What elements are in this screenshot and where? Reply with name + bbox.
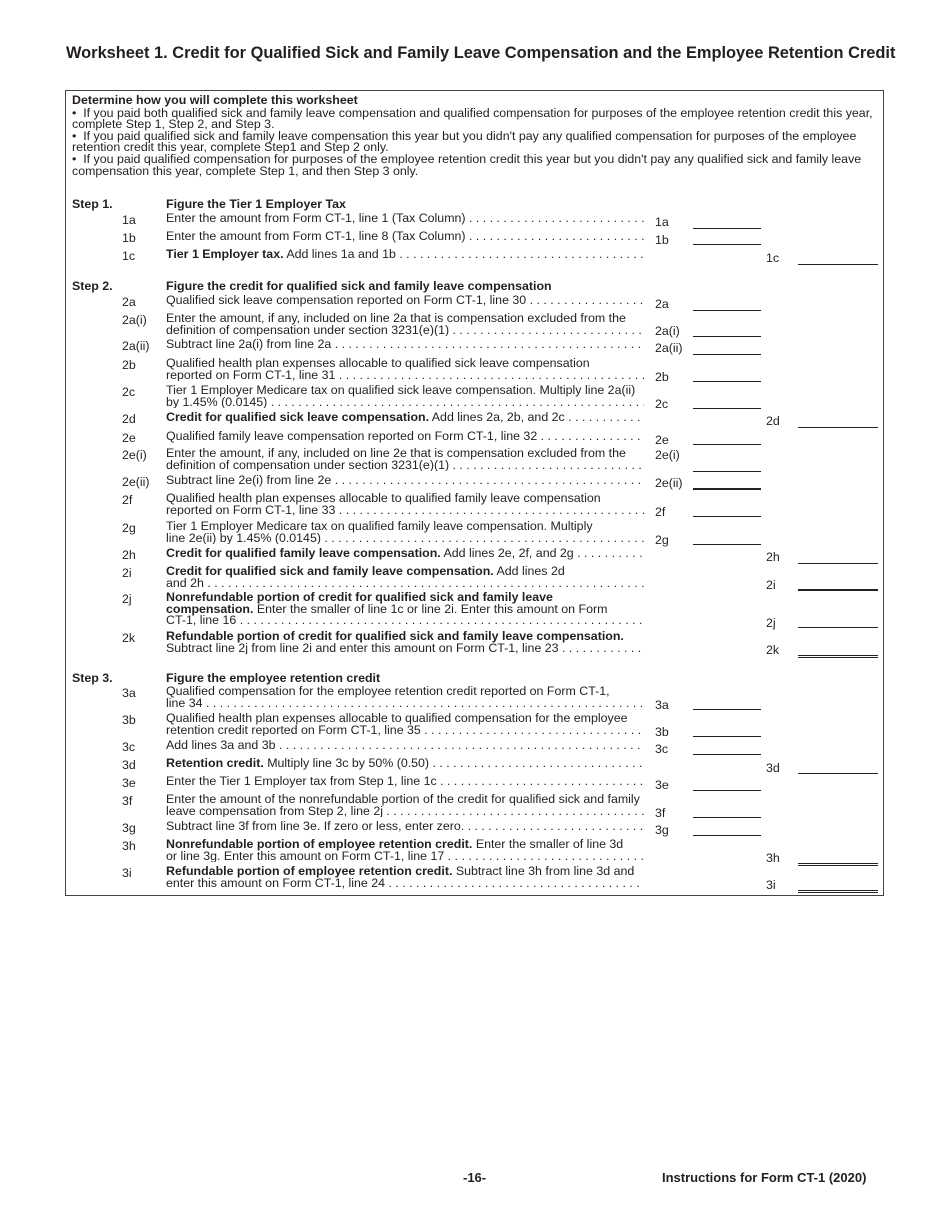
line-ref: 2i xyxy=(766,578,776,592)
line-number: 2c xyxy=(122,385,136,399)
amount-field-2a[interactable] xyxy=(693,297,761,311)
amount-field-2e[interactable] xyxy=(693,431,761,445)
line-bold-text: Retention credit. xyxy=(166,758,264,770)
line-ref: 1c xyxy=(766,251,780,265)
line-text: leave compensation from Step 2, line 2j . . . xyxy=(166,806,644,818)
amount-field-2e-ii[interactable] xyxy=(693,475,761,490)
line-text: Enter the amount from Form CT-1, line 8 (Tax Column) . . . xyxy=(166,231,644,243)
line-number: 3b xyxy=(122,713,136,727)
line-ref: 3d xyxy=(766,761,780,775)
line-text: Subtract line 2j from line 2i and enter this amount on Form CT-1, line 23 . . . xyxy=(166,643,644,655)
line-ref: 3f xyxy=(655,806,666,820)
line-ref: 3a xyxy=(655,698,669,712)
line-text: Qualified family leave compensation reported on Form CT-1, line 32 . . . xyxy=(166,431,644,443)
line-text: definition of compensation under section 3231(e)(1) . . . xyxy=(166,460,644,472)
line-text: retention credit reported on Form CT-1, line 35 . . . xyxy=(166,725,644,737)
amount-field-3e[interactable] xyxy=(693,777,761,791)
line-text: reported on Form CT-1, line 31 . . . xyxy=(166,370,644,382)
line-text: Add lines 2a, 2b, and 2c xyxy=(431,412,565,424)
line-text: Enter the Tier 1 Employer tax from Step 1, line 1c . . . xyxy=(166,776,644,788)
line-text: Enter the amount, if any, included on line 2a that is compensation excluded from the xyxy=(166,311,626,325)
intro-bullet: • If you paid qualified sick and family leave compensation this year but you didn't pay any qualified compensation for purposes of the employee retention credit this year, complete Step1 and Step 2 only. xyxy=(72,128,857,155)
line-ref: 2a xyxy=(655,297,669,311)
step2-label: Step 2. xyxy=(72,279,113,293)
line-ref: 3g xyxy=(655,823,669,837)
line-number: 2k xyxy=(122,631,136,645)
line-bold-text: Tier 1 Employer tax. xyxy=(166,249,284,261)
line-number: 1c xyxy=(122,249,136,263)
line-text: by 1.45% (0.0145) . . . xyxy=(166,397,644,409)
line-number: 1a xyxy=(122,213,136,227)
line-ref: 2a(i) xyxy=(655,324,680,338)
line-ref: 2g xyxy=(655,533,669,547)
intro-bullet: • If you paid both qualified sick and family leave compensation and qualified compensation for purposes of the employee retention credit this year, complete Step 1, Step 2, and Step 3. xyxy=(72,105,873,132)
line-number: 1b xyxy=(122,231,136,245)
line-text: Subtract line 2e(i) from line 2e . . . xyxy=(166,475,644,487)
amount-field-1a[interactable] xyxy=(693,215,761,229)
line-ref: 2c xyxy=(655,397,669,411)
line-text: Multiply line 3c by 50% (0.50) xyxy=(267,758,430,770)
amount-field-3b[interactable] xyxy=(693,723,761,737)
amount-field-2a-ii[interactable] xyxy=(693,341,761,355)
line-text: Add lines 1a and 1b xyxy=(286,249,396,261)
step2-title: Figure the credit for qualified sick and family leave compensation xyxy=(166,279,552,293)
line-ref: 2h xyxy=(766,550,780,564)
line-bold-text: Refundable portion of credit for qualified sick and family leave compensation. xyxy=(166,629,624,643)
line-bold-text: Credit for qualified sick leave compensation. xyxy=(166,412,430,424)
intro-section xyxy=(72,95,878,177)
line-bold-text: compensation. xyxy=(166,601,254,616)
amount-field-3g[interactable] xyxy=(693,822,761,836)
line-number: 2e(i) xyxy=(122,448,147,462)
footer-form-title: Instructions for Form CT-1 (2020) xyxy=(662,1170,867,1185)
line-number: 3d xyxy=(122,758,136,772)
line-text: Subtract line 3f from line 3e. If zero or less, enter zero. . . . xyxy=(166,821,644,833)
line-number: 2a(i) xyxy=(122,313,147,327)
line-bold-text: Refundable portion of employee retention credit. xyxy=(166,864,453,878)
line-number: 2j xyxy=(122,592,132,606)
amount-field-3c[interactable] xyxy=(693,741,761,755)
line-ref: 3i xyxy=(766,878,776,892)
line-text: definition of compensation under section 3231(e)(1) . . . xyxy=(166,325,644,337)
line-ref: 1a xyxy=(655,215,669,229)
line-ref: 2e(i) xyxy=(655,448,680,462)
worksheet-box xyxy=(65,90,884,896)
line-bold-text: Credit for qualified sick and family leave compensation. xyxy=(166,564,494,578)
line-text: Qualified compensation for the employee retention credit reported on Form CT-1, xyxy=(166,684,610,698)
line-text: Enter the amount from Form CT-1, line 1 (Tax Column) . . . xyxy=(166,213,644,225)
amount-field-3f[interactable] xyxy=(693,804,761,818)
amount-field-2e-i[interactable] xyxy=(693,458,761,472)
line-text: Add lines 3a and 3b . . . xyxy=(166,740,644,752)
step3-title: Figure the employee retention credit xyxy=(166,671,381,685)
amount-field-1b[interactable] xyxy=(693,231,761,245)
intro-heading: Determine how you will complete this worksheet xyxy=(72,93,358,107)
line-number: 2b xyxy=(122,358,136,372)
line-number: 2e xyxy=(122,431,136,445)
line-number: 3e xyxy=(122,776,136,790)
worksheet-title: Worksheet 1. Credit for Qualified Sick and Family Leave Compensation and the Employee Retention Credit xyxy=(66,44,896,62)
line-number: 2d xyxy=(122,412,136,426)
line-ref: 2b xyxy=(655,370,669,384)
line-text: Enter the smaller of line 3d xyxy=(475,837,624,851)
line-text: Qualified sick leave compensation reported on Form CT-1, line 30 . . . xyxy=(166,295,644,307)
line-ref: 2k xyxy=(766,643,780,657)
amount-field-3i[interactable] xyxy=(798,876,878,893)
line-number: 3a xyxy=(122,686,136,700)
line-text: Qualified health plan expenses allocable to qualified sick leave compensation xyxy=(166,356,590,370)
line-ref: 3b xyxy=(655,725,669,739)
line-ref: 3e xyxy=(655,778,669,792)
line-text: line 34 . . . xyxy=(166,698,644,710)
line-ref: 2j xyxy=(766,616,776,630)
line-text: Add lines 2d xyxy=(496,564,565,578)
line-text: Add lines 2e, 2f, and 2g xyxy=(443,548,574,560)
line-text: Enter the amount, if any, included on line 2e that is compensation excluded from the xyxy=(166,446,626,460)
step1-label: Step 1. xyxy=(72,197,113,211)
line-text: Subtract line 2a(i) from line 2a . . . xyxy=(166,339,644,351)
line-number: 2e(ii) xyxy=(122,475,150,489)
line-number: 2g xyxy=(122,521,136,535)
line-ref: 2e xyxy=(655,433,669,447)
line-number: 3i xyxy=(122,866,132,880)
amount-field-3a[interactable] xyxy=(693,696,761,710)
line-number: 3c xyxy=(122,740,136,754)
line-number: 2a(ii) xyxy=(122,339,150,353)
line-number: 3h xyxy=(122,839,136,853)
step3-label: Step 3. xyxy=(72,671,113,685)
amount-field-2h[interactable] xyxy=(798,550,878,564)
line-ref: 2a(ii) xyxy=(655,341,683,355)
line-number: 2a xyxy=(122,295,136,309)
line-bold-text: Credit for qualified family leave compensation. xyxy=(166,548,441,560)
amount-field-2i[interactable] xyxy=(798,576,878,591)
line-ref: 2d xyxy=(766,414,780,428)
amount-field-2j[interactable] xyxy=(798,614,878,628)
amount-field-2f[interactable] xyxy=(693,503,761,517)
line-ref: 2e(ii) xyxy=(655,476,683,490)
amount-field-2b[interactable] xyxy=(693,368,761,382)
amount-field-3h[interactable] xyxy=(798,849,878,866)
line-number: 3g xyxy=(122,821,136,835)
line-text: Enter the smaller of line 1c or line 2i. Enter this amount on Form xyxy=(256,601,608,616)
line-text: and 2h . . . xyxy=(166,578,644,590)
amount-field-2a-i[interactable] xyxy=(693,323,761,337)
line-ref: 3h xyxy=(766,851,780,865)
line-ref: 2f xyxy=(655,505,666,519)
amount-field-2k[interactable] xyxy=(798,641,878,658)
line-ref: 3c xyxy=(655,742,669,756)
amount-field-3d[interactable] xyxy=(798,760,878,774)
line-number: 2f xyxy=(122,493,133,507)
line-text: Tier 1 Employer Medicare tax on qualified family leave compensation. Multiply xyxy=(166,519,593,533)
line-text: enter this amount on Form CT-1, line 24 . . . xyxy=(166,878,644,890)
step1-title: Figure the Tier 1 Employer Tax xyxy=(166,197,346,211)
line-bold-text: Nonrefundable portion of credit for qualified sick and family leave xyxy=(166,590,553,604)
line-text: Enter the amount of the nonrefundable portion of the credit for qualified sick and family xyxy=(166,792,640,806)
line-text: line 2e(ii) by 1.45% (0.0145) . . . xyxy=(166,533,644,545)
line-number: 3f xyxy=(122,794,133,808)
amount-field-2g[interactable] xyxy=(693,531,761,545)
line-number: 2i xyxy=(122,566,132,580)
line-text: Qualified health plan expenses allocable to qualified family leave compensation xyxy=(166,491,601,505)
line-text: reported on Form CT-1, line 33 . . . xyxy=(166,505,644,517)
amount-field-2d[interactable] xyxy=(798,414,878,428)
line-bold-text: Nonrefundable portion of employee retention credit. xyxy=(166,837,473,851)
line-ref: 1b xyxy=(655,233,669,247)
line-text: or line 3g. Enter this amount on Form CT-1, line 17 . . . xyxy=(166,851,644,863)
intro-bullet: • If you paid qualified compensation for purposes of the employee retention credit this year but you didn't pay any qualified sick and family leave compensation this year, complete Step 1, and then Step 3 only. xyxy=(72,151,862,178)
line-text: Subtract line 3h from line 3d and xyxy=(455,864,635,878)
page-number: -16- xyxy=(463,1170,487,1185)
line-text: Tier 1 Employer Medicare tax on qualified sick leave compensation. Multiply line 2a(ii) xyxy=(166,383,636,397)
amount-field-2c[interactable] xyxy=(693,395,761,409)
line-text: Qualified health plan expenses allocable to qualified compensation for the employee xyxy=(166,711,628,725)
line-number: 2h xyxy=(122,548,136,562)
line-text: CT-1, line 16 . . . xyxy=(166,615,644,627)
amount-field-1c[interactable] xyxy=(798,251,878,265)
